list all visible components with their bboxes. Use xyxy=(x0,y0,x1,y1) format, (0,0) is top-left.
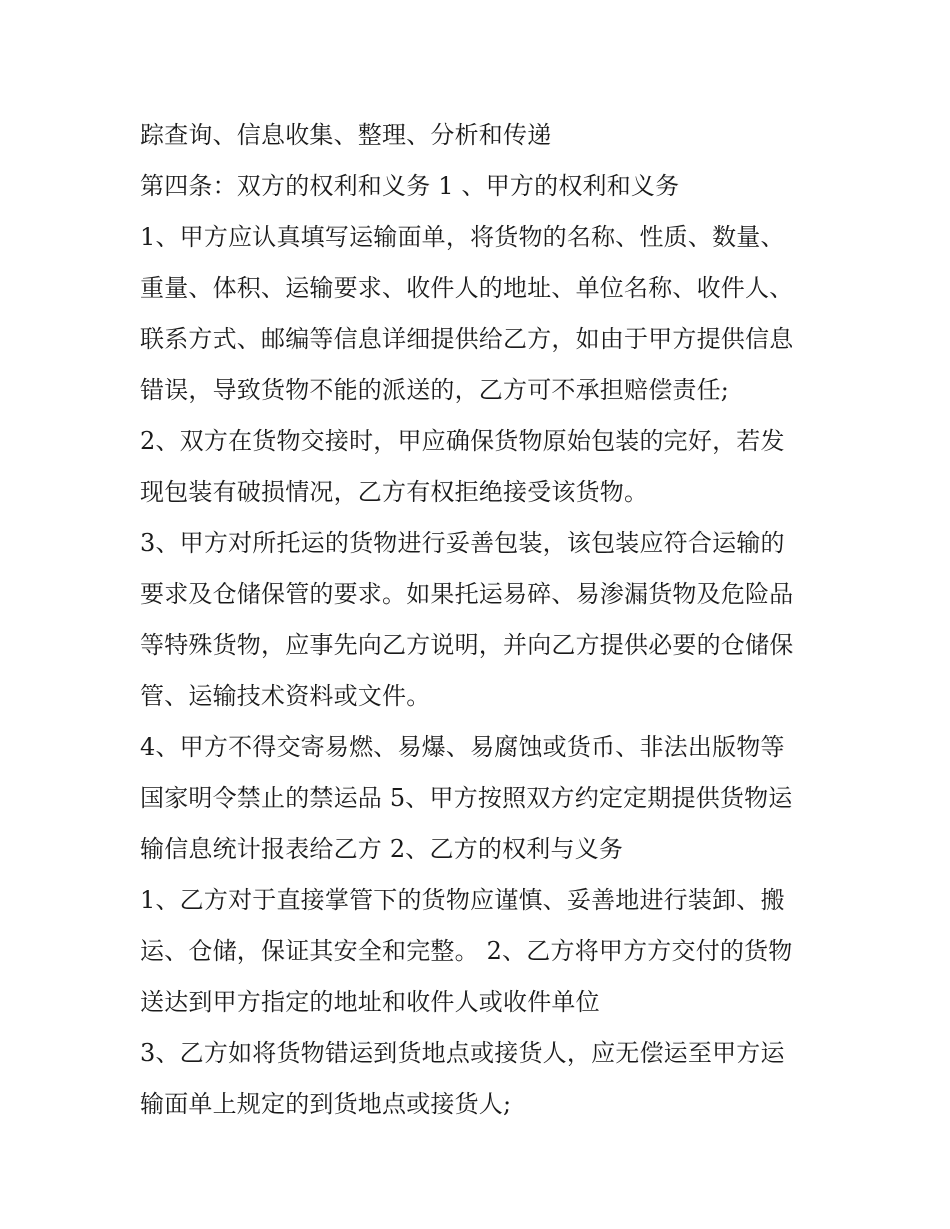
document-body xyxy=(140,110,820,1130)
text-line: 等特殊货物，应事先向乙方说明，并向乙方提供必要的仓储保 xyxy=(140,631,794,659)
text-line: 运、仓储，保证其安全和完整。 2、乙方将甲方方交付的货物 xyxy=(140,937,793,965)
text-line: 3、甲方对所托运的货物进行妥善包装，该包装应符合运输的 xyxy=(140,529,785,557)
text-line: 联系方式、邮编等信息详细提供给乙方，如由于甲方提供信息 xyxy=(140,325,794,353)
text-line: 送达到甲方指定的地址和收件人或收件单位 xyxy=(140,988,600,1016)
text-line: 输信息统计报表给乙方 2、乙方的权利与义务 xyxy=(140,835,624,863)
text-line: 要求及仓储保管的要求。如果托运易碎、易渗漏货物及危险品 xyxy=(140,580,794,608)
text-line: 现包装有破损情况，乙方有权拒绝接受该货物。 xyxy=(140,478,649,506)
text-line: 2、双方在货物交接时，甲应确保货物原始包装的完好，若发 xyxy=(140,427,785,455)
text-line: 4、甲方不得交寄易燃、易爆、易腐蚀或货币、非法出版物等 xyxy=(140,733,785,761)
text-line: 第四条：双方的权利和义务 1 、甲方的权利和义务 xyxy=(140,172,680,200)
text-line: 错误，导致货物不能的派送的，乙方可不承担赔偿责任; xyxy=(140,376,730,404)
text-line: 国家明令禁止的禁运品 5、甲方按照双方约定定期提供货物运 xyxy=(140,784,793,812)
text-line: 1、乙方对于直接掌管下的货物应谨慎、妥善地进行装卸、搬 xyxy=(140,886,785,914)
text-line: 重量、体积、运输要求、收件人的地址、单位名称、收件人、 xyxy=(140,274,794,302)
text-line: 管、运输技术资料或文件。 xyxy=(140,682,431,710)
text-line: 1、甲方应认真填写运输面单，将货物的名称、性质、数量、 xyxy=(140,223,785,251)
text-line: 3、乙方如将货物错运到货地点或接货人，应无偿运至甲方运 xyxy=(140,1039,785,1067)
text-line: 输面单上规定的到货地点或接货人; xyxy=(140,1090,512,1118)
text-line: 踪查询、信息收集、整理、分析和传递 xyxy=(140,121,552,149)
